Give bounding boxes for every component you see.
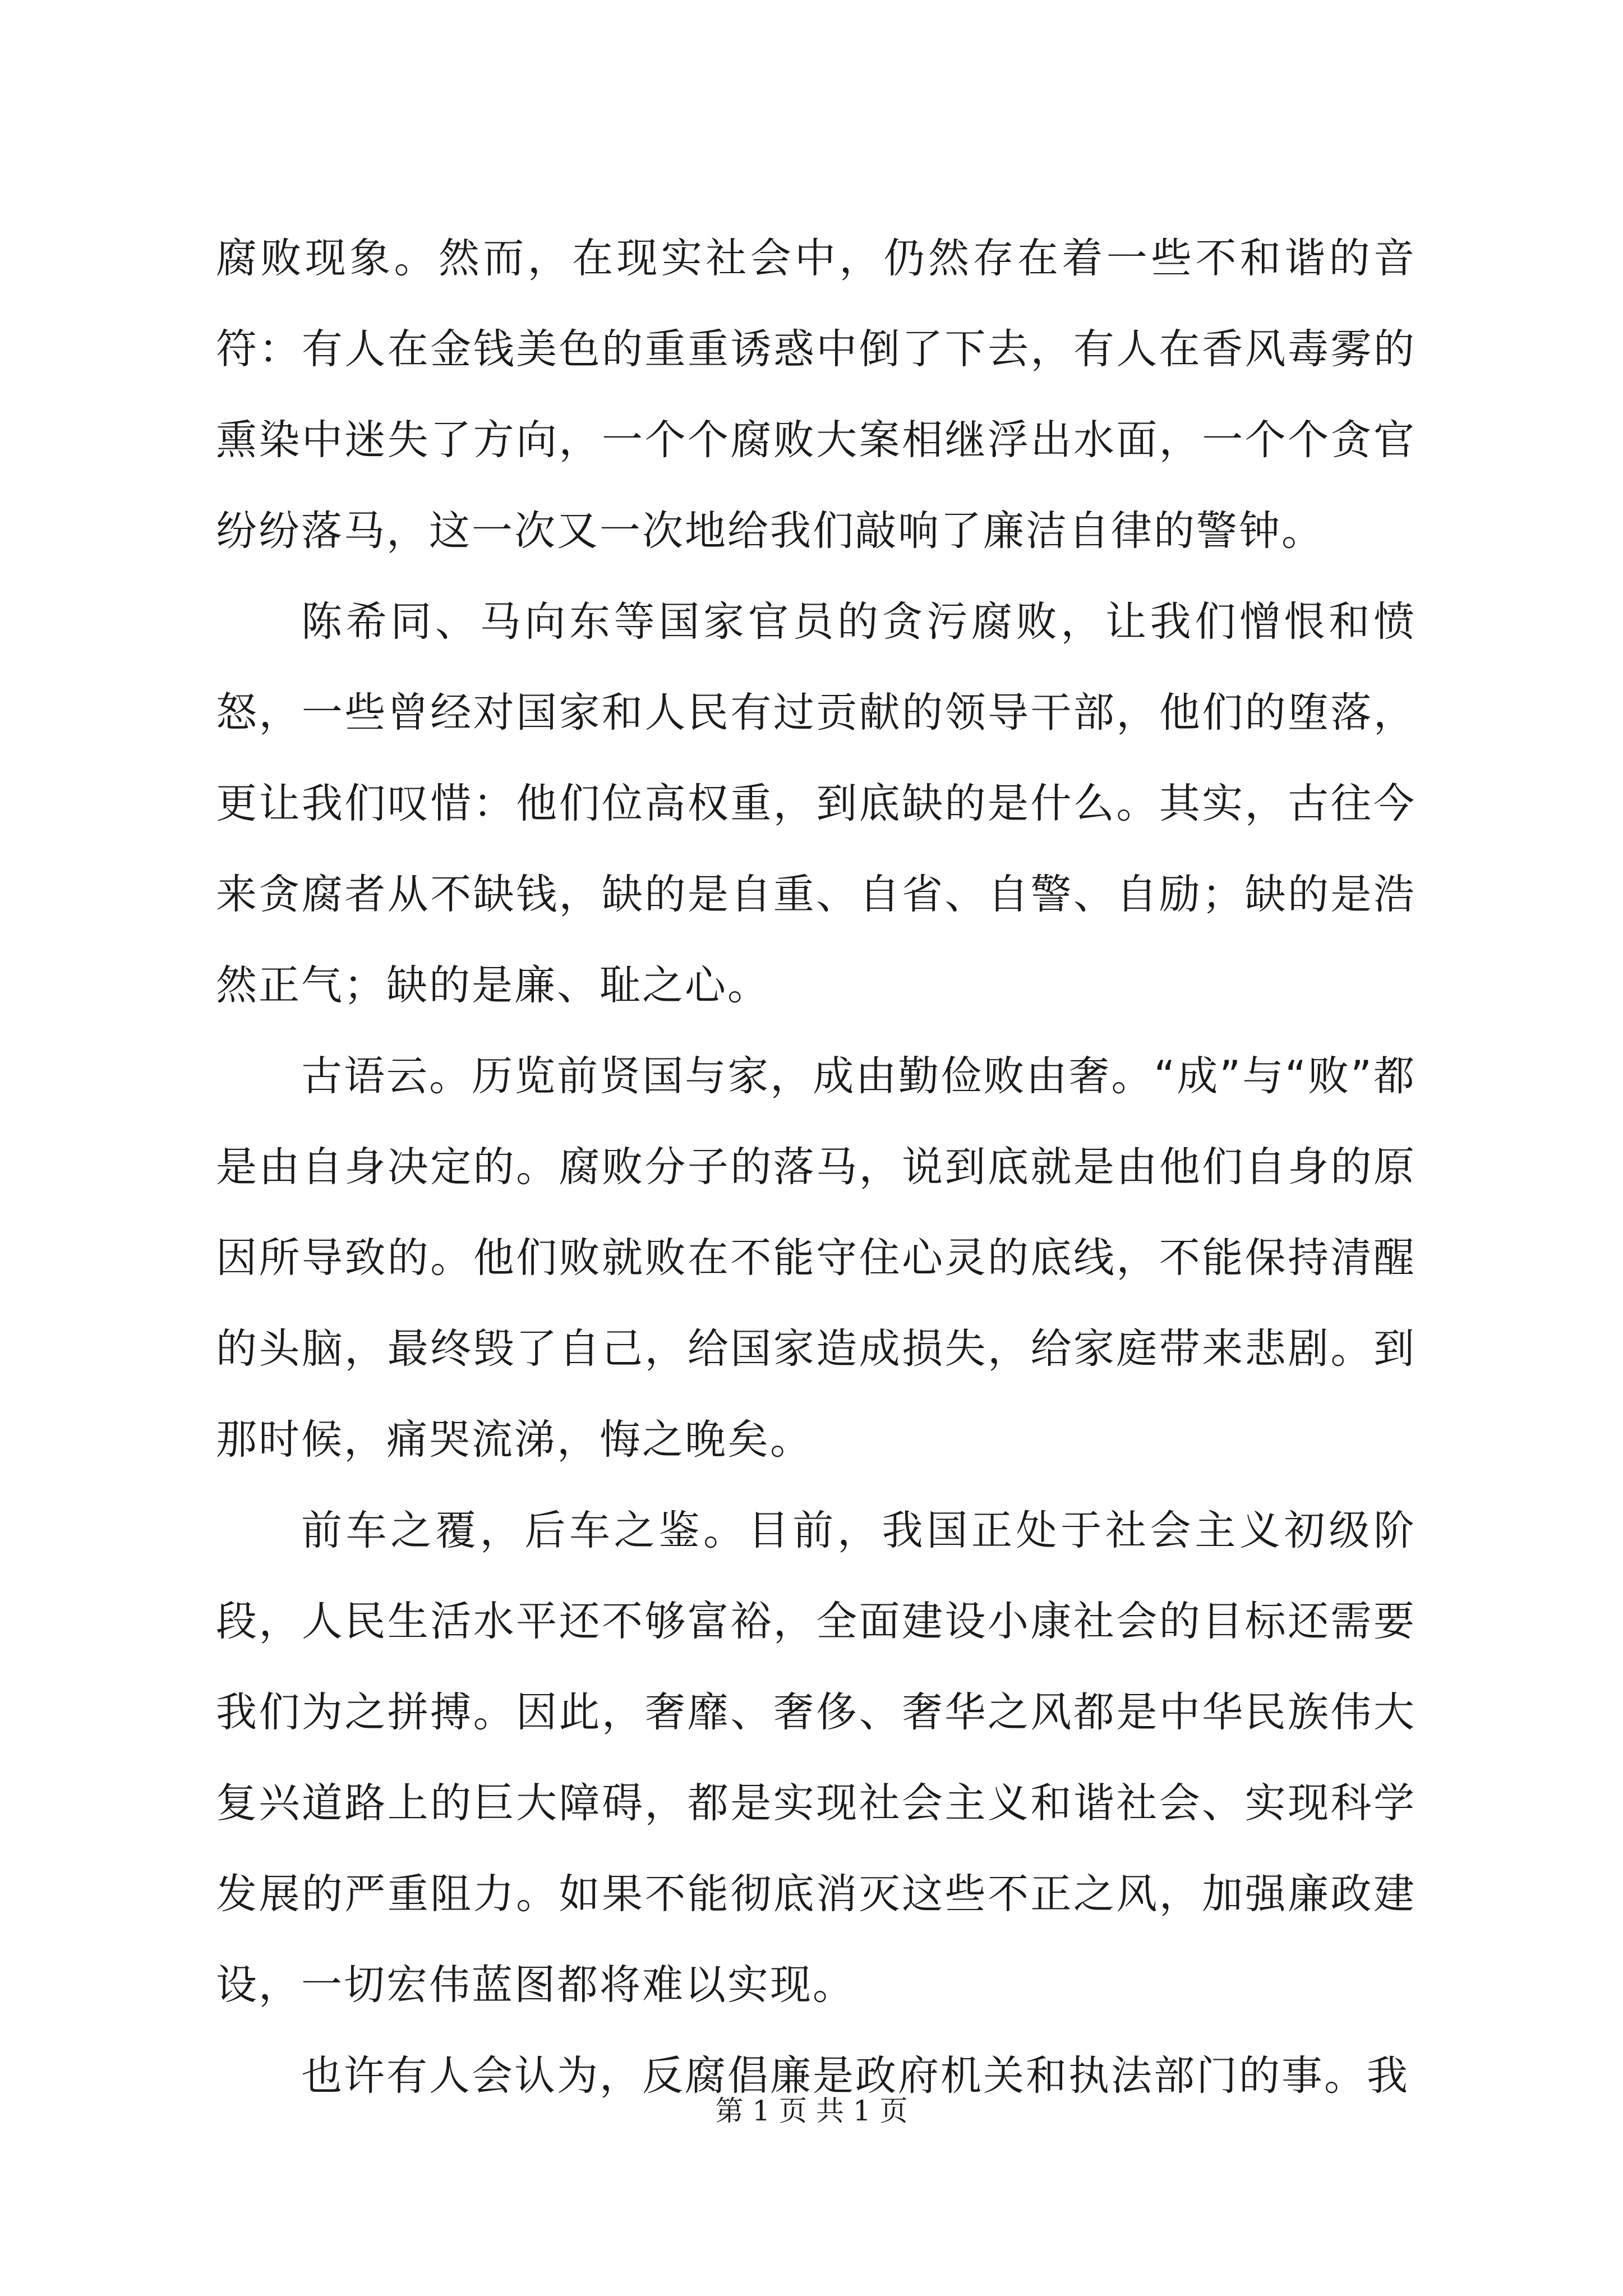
paragraph-1: 腐败现象。然而，在现实社会中，仍然存在着一些不和谐的音符：有人在金钱美色的重重诱惑中倒了下去，有人在香风毒雾的熏染中迷失了方向，一个个腐败大案相继浮出水面，一个个贪官纷纷落马，这一次又一次地给我们敲响了廉洁自律的警钟。: [216, 234, 1416, 555]
paragraph-5: 也许有人会认为，反腐倡廉是政府机关和执法部门的事。我: [301, 2052, 1409, 2100]
document-body: [216, 213, 1416, 2122]
paragraph-3: 古语云。历览前贤国与家，成由勤俭败由奢。“成”与“败”都是由自身决定的。腐败分子的落马，说到底就是由他们自身的原因所导致的。他们败就败在不能守住心灵的底线，不能保持清醒的头脑，最终毁了自己，给国家造成损失，给家庭带来悲剧。到那时候，痛哭流涕，悔之晚矣。: [216, 1052, 1416, 1464]
paragraph-2: 陈希同、马向东等国家官员的贪污腐败，让我们憎恨和愤怒，一些曾经对国家和人民有过贡献的领导干部，他们的堕落，更让我们叹惜：他们位高权重，到底缺的是什么。其实，古往今来贪腐者从不缺钱，缺的是自重、自省、自警、自励；缺的是浩然正气；缺的是廉、耻之心。: [216, 598, 1416, 1009]
page-footer: 第 1 页 共 1 页: [715, 2095, 908, 2127]
paragraph-4: 前车之覆，后车之鉴。目前，我国正处于社会主义初级阶段，人民生活水平还不够富裕，全面建设小康社会的目标还需要我们为之拼搏。因此，奢靡、奢侈、奢华之风都是中华民族伟大复兴道路上的巨大障碍，都是实现社会主义和谐社会、实现科学发展的严重阻力。如果不能彻底消灭这些不正之风，加强廉政建设，一切宏伟蓝图都将难以实现。: [216, 1507, 1416, 2009]
